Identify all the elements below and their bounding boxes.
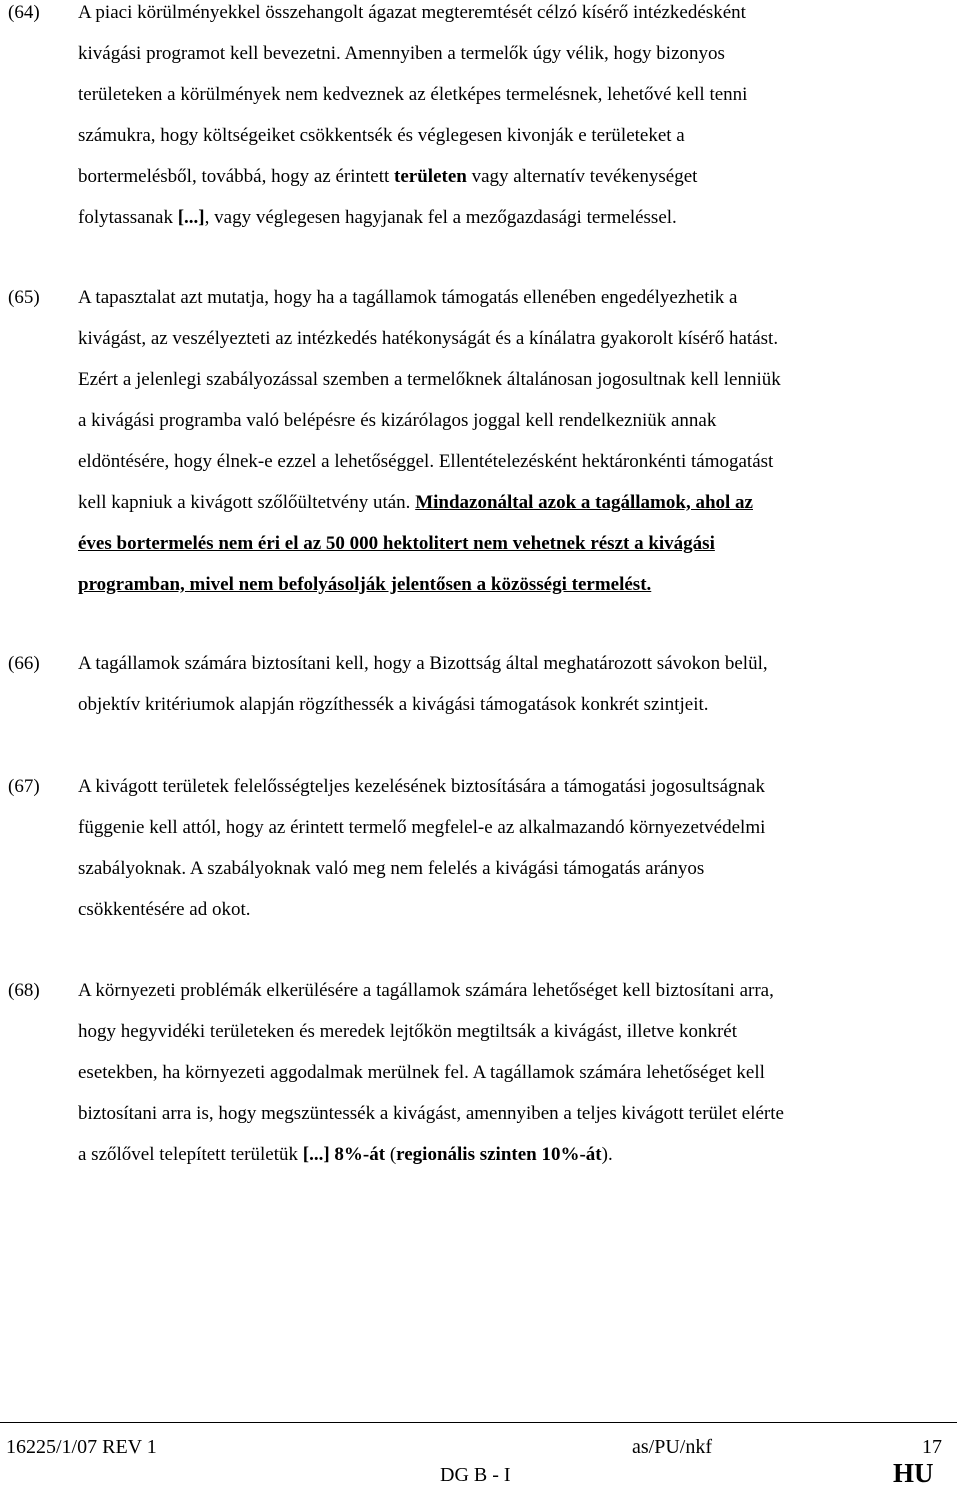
text-line — [78, 848, 953, 889]
text-line — [78, 400, 953, 441]
text-segment: ( — [385, 1144, 397, 1165]
text-segment: A piaci körülményekkel összehangolt ágazat megteremtését célzó kísérő intézkedésként — [78, 2, 746, 23]
paragraph-65 — [0, 277, 960, 605]
text-line — [78, 684, 953, 725]
text-segment: a szőlővel telepített területük — [78, 1144, 303, 1165]
text-line — [78, 482, 953, 523]
text-segment: csökkentésére ad okot. — [78, 899, 251, 920]
footer-directorate: DG B - I — [440, 1464, 511, 1486]
text-segment: , vagy véglegesen hagyjanak fel a mezőgazdasági termeléssel. — [204, 207, 677, 228]
bold-text: [...] — [177, 207, 205, 228]
text-segment: A tagállamok számára biztosítani kell, hogy a Bizottság által meghatározott sávokon belül, — [78, 653, 768, 674]
text-segment: a kivágási programba való belépésre és kizárólagos joggal kell rendelkezniük annak — [78, 410, 717, 431]
paragraph-number: (67) — [8, 776, 40, 797]
text-line — [78, 523, 953, 564]
text-line — [78, 643, 953, 684]
text-line — [78, 33, 953, 74]
text-segment: függenie kell attól, hogy az érintett termelő megfelel-e az alkalmazandó környezetvédelmi — [78, 817, 766, 838]
bold-text: [...] 8%-át — [302, 1144, 386, 1165]
text-line — [78, 1134, 953, 1175]
footer-language: HU — [893, 1458, 934, 1488]
text-line — [78, 359, 953, 400]
text-segment: A környezeti problémák elkerülésére a tagállamok számára lehetőséget kell biztosítani arra, — [78, 980, 774, 1001]
paragraph-67 — [0, 766, 960, 930]
text-line — [78, 156, 953, 197]
paragraph-body — [78, 766, 953, 930]
text-line — [78, 1093, 953, 1134]
text-segment: esetekben, ha környezeti aggodalmak merülnek fel. A tagállamok számára lehetőséget kell — [78, 1062, 765, 1083]
text-line — [78, 115, 953, 156]
text-segment: területeken a körülmények nem kedveznek az életképes termelésnek, lehetővé kell tenni — [78, 84, 748, 105]
text-segment: bortermelésből, továbbá, hogy az érintett — [78, 166, 395, 187]
text-segment: folytassanak — [78, 207, 178, 228]
text-segment: szabályoknak. A szabályoknak való meg nem felelés a kivágási támogatás arányos — [78, 858, 705, 879]
text-segment: biztosítani arra is, hogy megszüntessék a kivágást, amennyiben a teljes kivágott terület elérte — [78, 1103, 784, 1124]
footer-author-ref: as/PU/nkf — [632, 1436, 712, 1458]
text-line — [78, 1011, 953, 1052]
bold-text: regionális szinten 10%-át — [396, 1144, 602, 1165]
paragraph-66 — [0, 643, 960, 725]
text-line — [78, 0, 953, 33]
text-segment: számukra, hogy költségeiket csökkentsék és véglegesen kivonják e területeket a — [78, 125, 685, 146]
text-line — [78, 74, 953, 115]
paragraph-number: (68) — [8, 980, 40, 1001]
text-line — [78, 277, 953, 318]
paragraph-number: (66) — [8, 653, 40, 674]
paragraph-body — [78, 277, 953, 605]
text-segment: kell kapniuk a kivágott szőlőültetvény után. — [78, 492, 416, 513]
text-line — [78, 441, 953, 482]
text-segment: kivágási programot kell bevezetni. Amennyiben a termelők úgy vélik, hogy bizonyos — [78, 43, 725, 64]
paragraph-body — [78, 643, 953, 725]
text-segment: ). — [601, 1144, 613, 1165]
footer-page-number: 17 — [922, 1436, 942, 1458]
amended-text: programban, mivel nem befolyásolják jelentősen a közösségi termelést. — [78, 574, 652, 595]
paragraph-64 — [0, 0, 960, 238]
paragraph-68 — [0, 970, 960, 1175]
text-segment: kivágást, az veszélyezteti az intézkedés hatékonyságát és a kínálatra gyakorolt kísérő hatást. — [78, 328, 779, 349]
text-line — [78, 1052, 953, 1093]
text-segment: A kivágott területek felelősségteljes kezelésének biztosítására a támogatási jogosultságnak — [78, 776, 765, 797]
text-line — [78, 889, 953, 930]
text-line — [78, 197, 953, 238]
text-line — [78, 318, 953, 359]
text-line — [78, 807, 953, 848]
text-segment: hogy hegyvidéki területeken és meredek lejtőkön megtiltsák a kivágást, illetve konkrét — [78, 1021, 737, 1042]
amended-text: Mindazonáltal azok a tagállamok, ahol az — [415, 492, 753, 513]
text-segment: vagy alternatív tevékenységet — [466, 166, 698, 187]
text-segment: eldöntésére, hogy élnek-e ezzel a lehetőséggel. Ellentételezésként hektáronkénti támogatást — [78, 451, 774, 472]
text-line — [78, 766, 953, 807]
text-segment: Ezért a jelenlegi szabályozással szemben a termelőknek általánosan jogosultnak kell lenniük — [78, 369, 781, 390]
bold-text: területen — [394, 166, 467, 187]
paragraph-number: (64) — [8, 2, 40, 23]
paragraph-number: (65) — [8, 287, 40, 308]
text-segment: objektív kritériumok alapján rögzíthessék a kivágási támogatások konkrét szintjeit. — [78, 694, 709, 715]
text-line — [78, 970, 953, 1011]
amended-text: éves bortermelés nem éri el az 50 000 hektolitert nem vehetnek részt a kivágási — [78, 533, 715, 554]
footer-doc-ref: 16225/1/07 REV 1 — [6, 1436, 157, 1458]
text-segment: A tapasztalat azt mutatja, hogy ha a tagállamok támogatás ellenében engedélyezhetik a — [78, 287, 738, 308]
text-line — [78, 564, 953, 605]
footer-divider — [0, 1422, 957, 1423]
paragraph-body — [78, 0, 953, 238]
paragraph-body — [78, 970, 953, 1175]
